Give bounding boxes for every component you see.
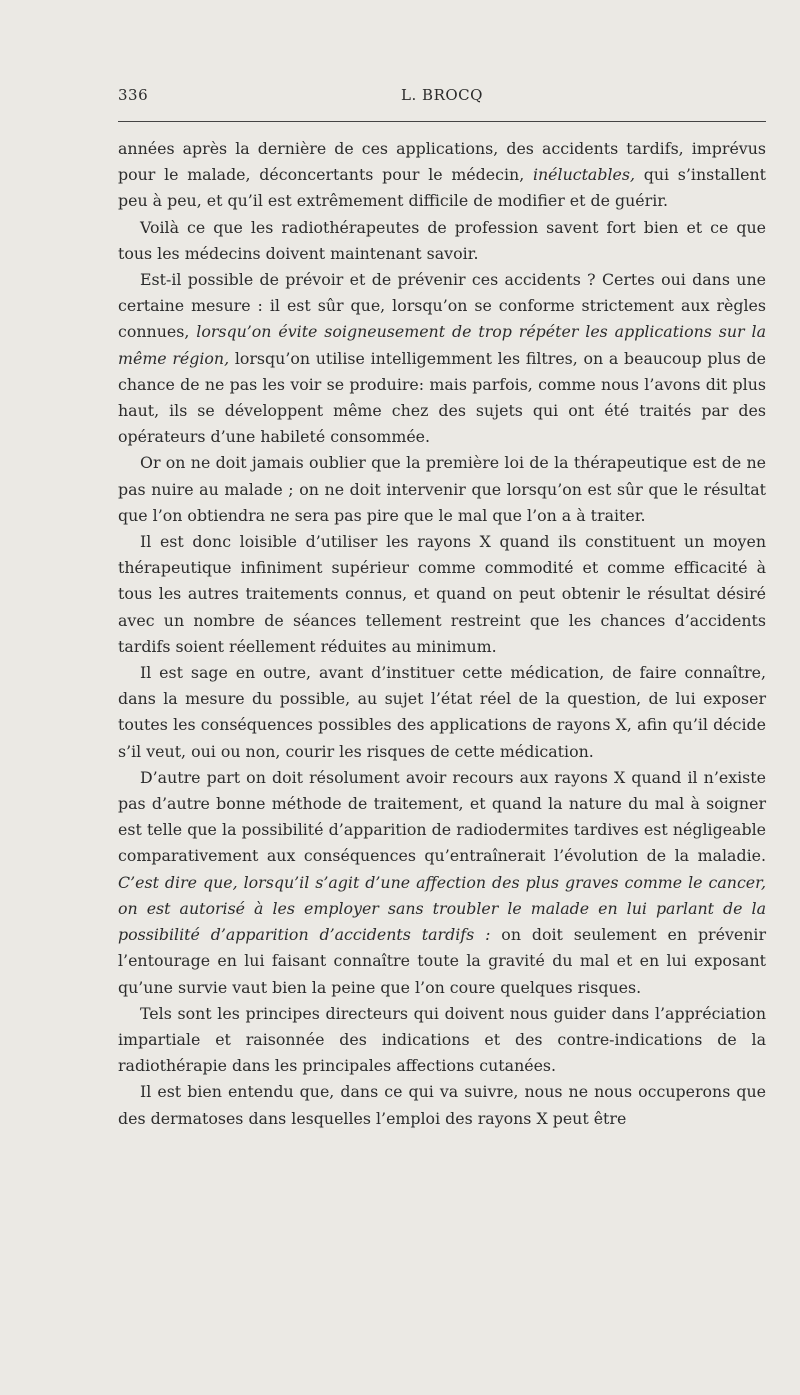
text-run: Il est sage en outre, avant d’instituer cette médication, de faire connaître, dans la mesure du possible, au sujet l’état réel de la question, de lui exposer toutes les conséquences possibles des applications de rayons X, afin qu’il décide s’il veut, oui ou non, courir les risques de cette médication. [118, 663, 766, 761]
page-number: 336 [118, 86, 149, 104]
text-run: on doit seulement en prévenir l’entourage en lui faisant connaître toute la gravité du mal et en lui exposant qu’une survie vaut bien la peine que l’on coure quelques risques. [118, 925, 767, 997]
text-run: Voilà ce que les radiothérapeutes de profession savent fort bien et ce que tous les médecins doivent maintenant savoir. [118, 217, 766, 263]
italic-text: C’est dire que, lorsqu’il s’agit d’une affection des plus graves comme le cancer, on est autorisé à les employer sans troubler le malade en lui parlant de la possibilité d’apparition d’accidents tardifs : [118, 872, 766, 945]
body-text [118, 136, 766, 1132]
paragraph-9 [118, 1079, 766, 1131]
text-run: qui s’installent peu à peu, et qu’il est extrêmement difficile de modifier et de guérir. [118, 165, 766, 211]
paragraph-1 [118, 136, 766, 215]
paragraph-3 [118, 267, 766, 450]
paragraph-2 [118, 215, 766, 267]
paragraph-4 [118, 450, 766, 529]
text-run: Il est bien entendu que, dans ce qui va suivre, nous ne nous occuperons que des dermatoses dans lesquelles l’emploi des rayons X peut être [118, 1082, 766, 1128]
running-title: L. BROCQ [401, 86, 483, 104]
page-header [118, 86, 766, 110]
text-run: années après la dernière de ces applications, des accidents tardifs, imprévus pour le malade, déconcertants pour le médecin, [118, 139, 766, 185]
italic-text: lorsqu’on évite soigneusement de trop répéter les applications sur la même région, [118, 322, 766, 368]
paragraph-6 [118, 660, 766, 765]
text-run: D’autre part on doit résolument avoir recours aux rayons X quand il n’existe pas d’autre bonne méthode de traitement, et quand la nature du mal à soigner est telle que la possibilité d’apparition de radiodermites tardives est négligeable comparativement aux conséquences qu’entraînerait l’évolution de la maladie. [118, 767, 766, 866]
text-run: Est-il possible de prévoir et de prévenir ces accidents ? Certes oui dans une certaine mesure : il est sûr que, lorsqu’on se conforme strictement aux règles connues, [118, 270, 766, 342]
paragraph-7 [118, 765, 766, 1001]
text-run: lorsqu’on utilise intelligemment les filtres, on a beaucoup plus de chance de ne pas les voir se produire: mais parfois, comme nous l’avons dit plus haut, ils se développent même chez des sujets qui ont été traités par des opérateurs d’une habileté consommée. [118, 348, 766, 447]
italic-text: inéluctables, [532, 165, 635, 185]
paragraph-8 [118, 1001, 766, 1080]
text-run: Or on ne doit jamais oublier que la première loi de la thérapeutique est de ne pas nuire au malade ; on ne doit intervenir que lorsqu’on est sûr que le résultat que l’on obtiendra ne sera pas pire que le mal que l’on a à traiter. [118, 453, 766, 525]
text-run: Il est donc loisible d’utiliser les rayons X quand ils constituent un moyen thérapeutique infiniment supérieur comme commodité et comme efficacité à tous les autres traitements connus, et quand on peut obtenir le résultat désiré avec un nombre de séances tellement restreint que les chances d’accidents tardifs soient réellement réduites au minimum. [118, 532, 766, 656]
paragraph-5 [118, 529, 766, 660]
header-rule [118, 121, 766, 122]
text-run: Tels sont les principes directeurs qui doivent nous guider dans l’appréciation impartiale et raisonnée des indications et des contre-indications de la radiothérapie dans les principales affections cutanées. [118, 1003, 766, 1076]
